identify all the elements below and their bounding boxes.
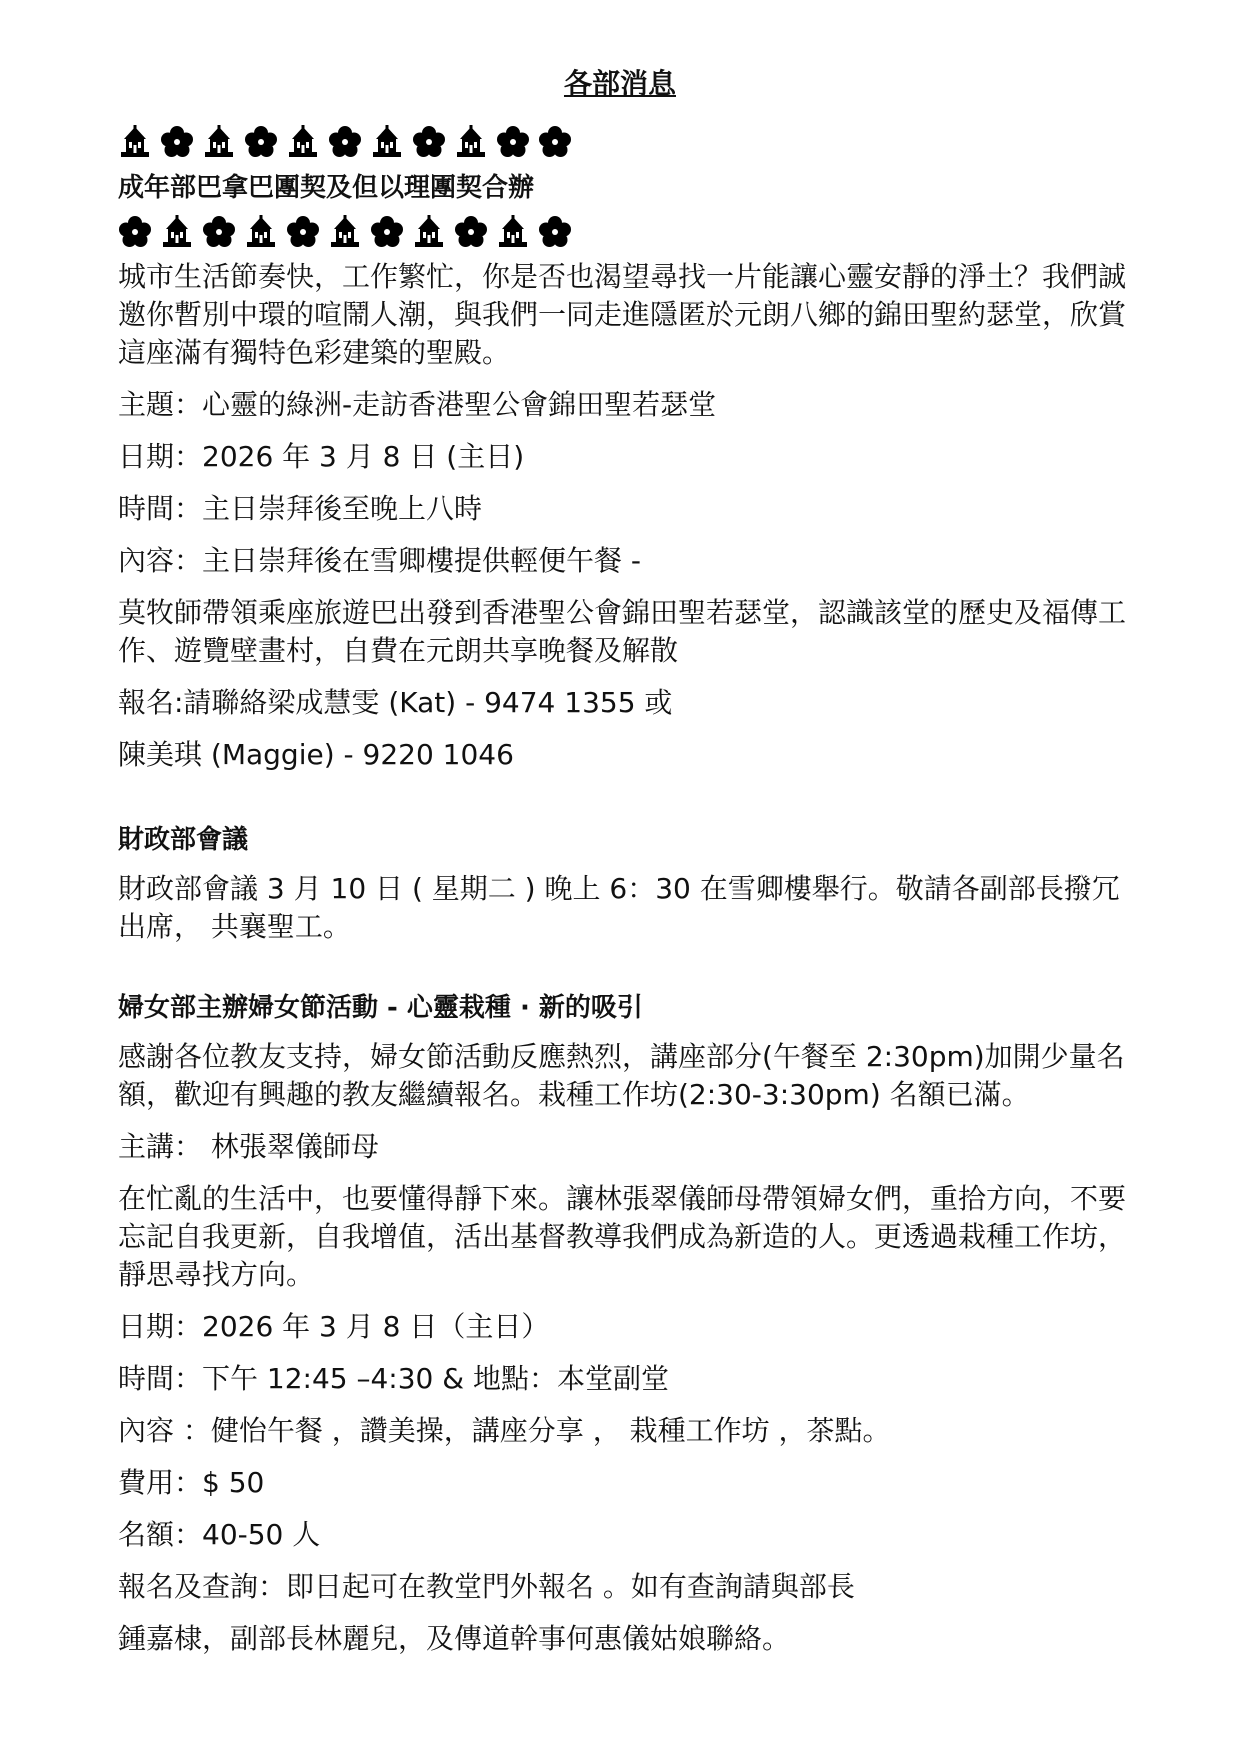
church-icon <box>454 125 488 159</box>
section1-intro: 城市生活節奏快，工作繁忙，你是否也渴望尋找一片能讓心靈安靜的淨土？我們誠邀你暫別中環的喧鬧人潮，與我們一同走進隱匿於元朗八鄉的錦田聖約瑟堂，欣賞這座滿有獨特色彩建築的聖殿。 <box>118 260 1127 369</box>
flower-icon <box>412 125 446 159</box>
flower-icon <box>454 215 488 249</box>
flower-icon <box>160 125 194 159</box>
section3-fee: 費用：$ 50 <box>118 1466 265 1499</box>
flower-icon <box>496 125 530 159</box>
church-icon <box>286 125 320 159</box>
section3-speaker: 主講： 林張翠儀師母 <box>118 1130 379 1163</box>
section2-body: 財政部會議 3 月 10 日 ( 星期二 ) 晚上 6：30 在雪卿樓舉行。敬請各副部長撥冗出席， 共襄聖工。 <box>118 872 1120 943</box>
section1-signup: 報名:請聯絡梁成慧雯 (Kat) - 9474 1355 或 <box>118 686 673 719</box>
section1-date: 日期：2026 年 3 月 8 日 (主日) <box>118 440 525 473</box>
church-icon <box>412 215 446 249</box>
section3-intro: 感謝各位教友支持，婦女節活動反應熱烈，講座部分(午餐至 2:30pm)加開少量名額，歡迎有興趣的教友繼續報名。栽種工作坊(2:30-3:30pm) 名額已滿。 <box>118 1040 1125 1111</box>
section3-desc: 在忙亂的生活中，也要懂得靜下來。讓林張翠儀師母帶領婦女們，重拾方向，不要忘記自我更新，自我增值，活出基督教導我們成為新造的人。更透過栽種工作坊，靜思尋找方向。 <box>118 1182 1127 1291</box>
church-icon <box>496 215 530 249</box>
church-icon <box>370 125 404 159</box>
flower-icon <box>286 215 320 249</box>
flower-icon <box>538 125 572 159</box>
section3-enquiry: 報名及查詢：即日起可在教堂門外報名 。如有查詢請與部長 <box>118 1570 855 1603</box>
section1-theme: 主題：心靈的綠洲-走訪香港聖公會錦田聖若瑟堂 <box>118 388 717 421</box>
section3-time-place: 時間：下午 12:45 –4:30 & 地點：本堂副堂 <box>118 1362 670 1395</box>
church-icon <box>244 215 278 249</box>
flower-icon <box>118 215 152 249</box>
page-title: 各部消息 <box>563 67 676 100</box>
section1-title: 成年部巴拿巴團契及但以理團契合辦 <box>118 173 535 203</box>
section1-content-line: 內容：主日崇拜後在雪卿樓提供輕便午餐 - <box>118 544 642 577</box>
section3-title: 婦女部主辦婦女節活動 - 心靈栽種 · 新的吸引 <box>118 993 643 1023</box>
church-icon <box>160 215 194 249</box>
section3-contact: 鍾嘉棣，副部長林麗兒，及傳道幹事何惠儀姑娘聯絡。 <box>118 1622 791 1655</box>
decorative-icon-row-top <box>118 122 1128 162</box>
section1-content-detail: 莫牧師帶領乘座旅遊巴出發到香港聖公會錦田聖若瑟堂，認識該堂的歷史及福傳工作、遊覽壁畫村，自費在元朗共享晚餐及解散 <box>118 596 1127 667</box>
church-icon <box>328 215 362 249</box>
flower-icon <box>328 125 362 159</box>
section2-title: 財政部會議 <box>118 825 249 855</box>
church-icon <box>202 125 236 159</box>
flower-icon <box>202 215 236 249</box>
flower-icon <box>244 125 278 159</box>
decorative-icon-row-bottom <box>118 212 1128 252</box>
church-icon <box>118 125 152 159</box>
section3-content: 內容 ：健怡午餐 ，讚美操，講座分享 ， 栽種工作坊 ，茶點。 <box>118 1414 891 1447</box>
flower-icon <box>538 215 572 249</box>
section3-quota: 名額：40-50 人 <box>118 1518 321 1551</box>
flower-icon <box>370 215 404 249</box>
section1-time: 時間：主日崇拜後至晚上八時 <box>118 492 483 525</box>
content <box>118 118 1128 1672</box>
section1-signup-2: 陳美琪 (Maggie) - 9220 1046 <box>118 738 514 771</box>
section3-date: 日期：2026 年 3 月 8 日（主日） <box>118 1310 550 1343</box>
